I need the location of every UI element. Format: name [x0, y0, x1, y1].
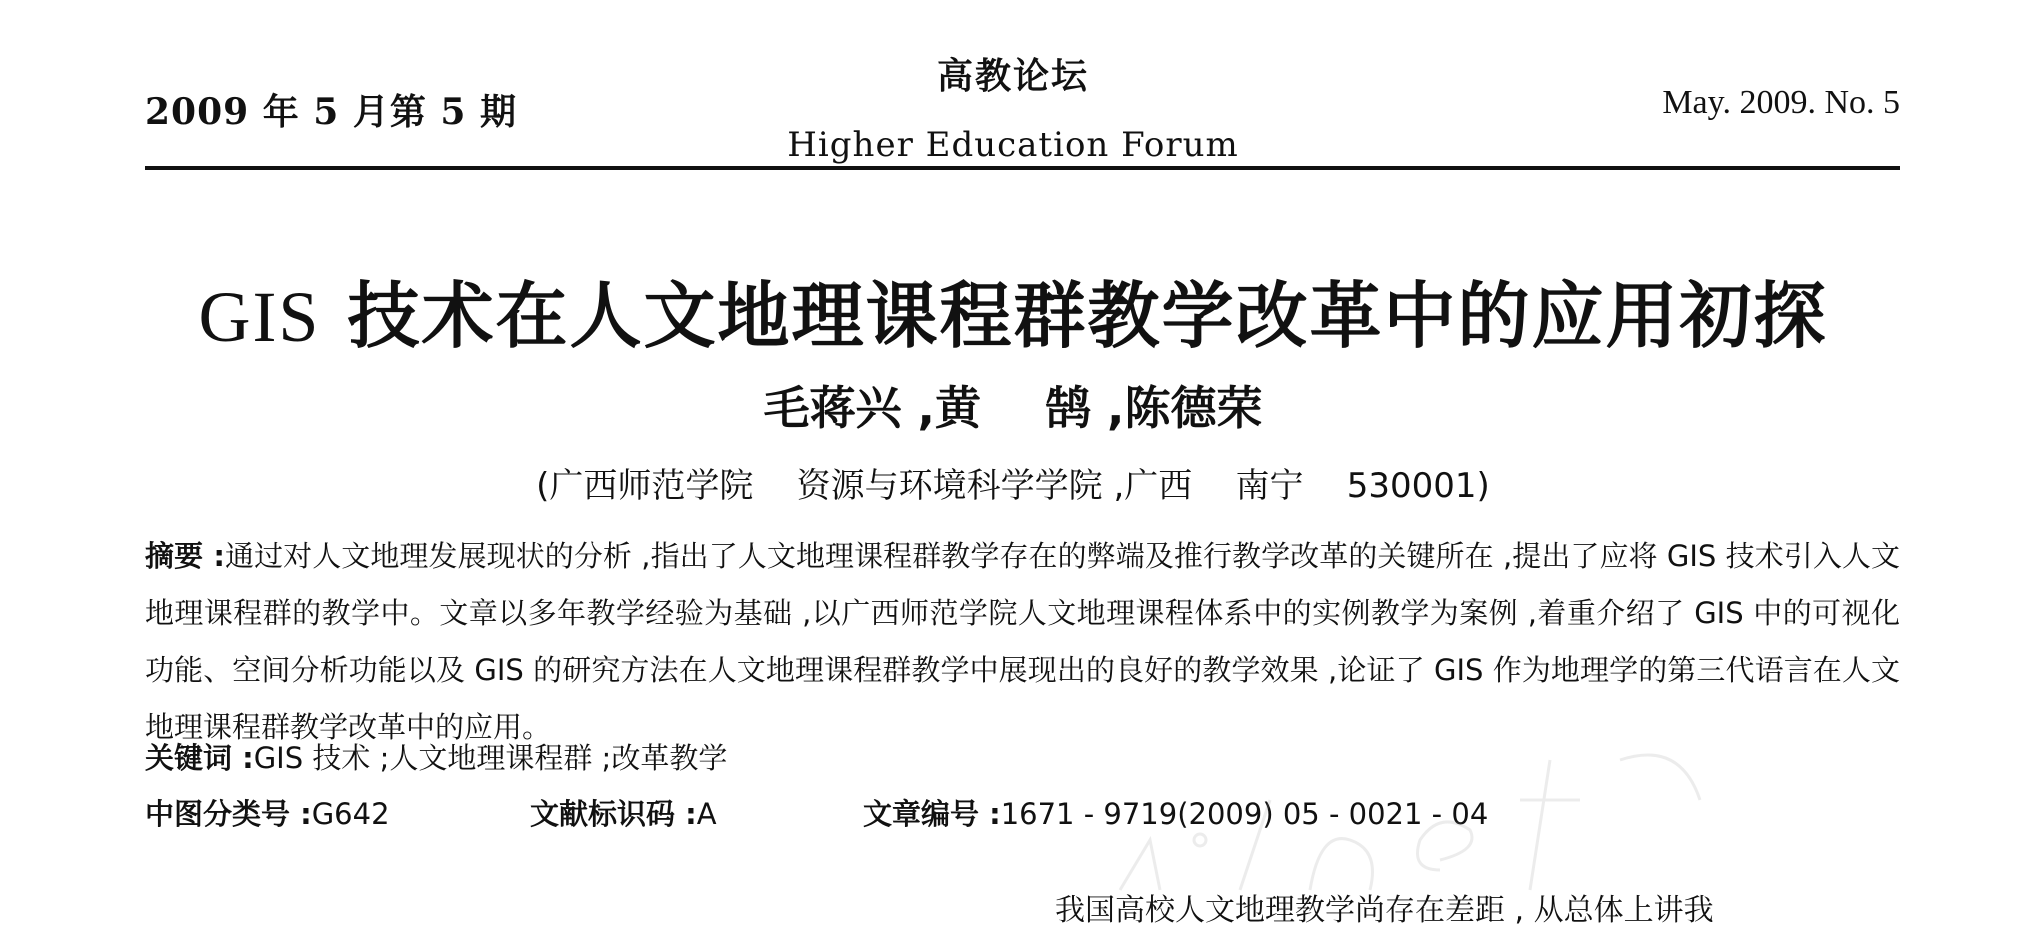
article-number-value: 1671 - 9719(2009) 05 - 0021 - 04	[1000, 797, 1489, 831]
doc-code-value: A	[696, 797, 717, 831]
clc-number	[145, 792, 390, 833]
journal-name-en: Higher Education Forum	[787, 125, 1239, 165]
affiliation: (广西师范学院 资源与环境科学学院 ,广西 南宁 530001)	[536, 466, 1490, 506]
body-text-start: 我国高校人文地理教学尚存在差距 , 从总体上讲我	[1055, 893, 1714, 928]
clc-label: 中图分类号 :	[145, 797, 312, 831]
keywords-text: GIS 技术 ;人文地理课程群 ;改革教学	[253, 741, 728, 775]
abstract-text: 通过对人文地理发展现状的分析 ,指出了人文地理课程群教学存在的弊端及推行教学改革的关键所在 ,提出了应将 GIS 技术引入人文地理课程群的教学中。文章以多年教学经验为基础 ,以广西师范学院人文地理课程体系中的实例教学为案例 ,着重介绍了 GIS 中的可视化功能、空间分析功能以及 GIS 的研究方法在人文地理课程群教学中展现出的良好的教学效果 ,论证了 GIS 作为地理学的第三代语言在人文地理课程群教学改革中的应用。	[145, 539, 1900, 744]
journal-name-cn: 高教论坛	[936, 55, 1089, 97]
issue-date-en: May. 2009. No. 5	[1662, 84, 1900, 121]
issue-date-cn: 2009 年 5 月第 5 期	[145, 91, 517, 133]
header-rule	[145, 166, 1900, 170]
article-number-label: 文章编号 :	[863, 797, 1001, 831]
watermark-graphic	[1080, 720, 1720, 900]
keywords-label: 关键词 :	[145, 741, 254, 775]
doc-code	[530, 792, 717, 833]
clc-value: G642	[311, 797, 390, 831]
title-cn: 技术在人文地理课程群教学改革中的应用初探	[320, 274, 1828, 358]
keywords	[145, 736, 727, 777]
title-latin: GIS	[198, 277, 321, 357]
abstract-label: 摘要 :	[145, 539, 225, 573]
doc-code-label: 文献标识码 :	[530, 797, 697, 831]
authors: 毛蒋兴 ,黄 鹄 ,陈德荣	[763, 381, 1263, 435]
article-title	[0, 258, 2026, 362]
